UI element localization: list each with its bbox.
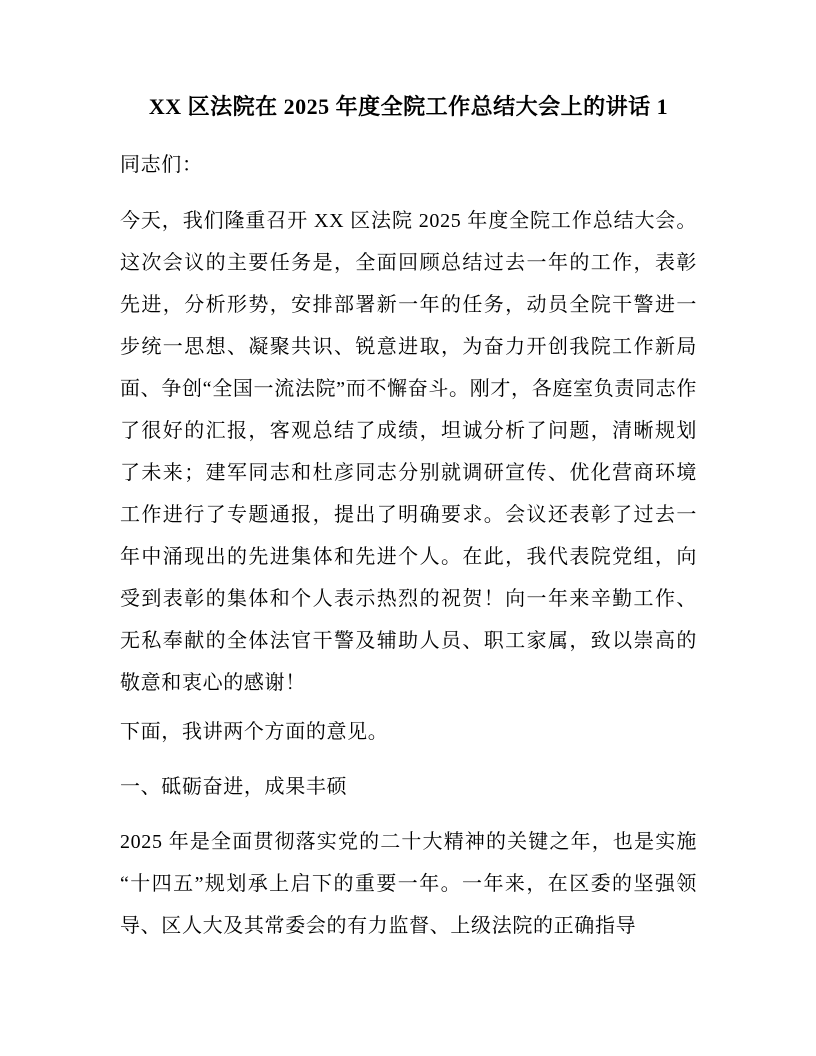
paragraph-salutation: 同志们： [120, 154, 203, 176]
paragraph-section1-body: 2025 年是全面贯彻落实党的二十大精神的关键之年，也是实施“十四五”规划承上启下的重要一年。一年来，在区委的坚强领导、区人大及其常委会的有力监督、上级法院的正确指导 [120, 831, 697, 937]
section-heading-1: 一、砥砺奋进，成果丰硕 [120, 776, 348, 798]
paragraph-transition: 下面，我讲两个方面的意见。 [120, 721, 389, 743]
paragraph-opening: 今天，我们隆重召开 XX 区法院 2025 年度全院工作总结大会。这次会议的主要任务是，全面回顾总结过去一年的工作，表彰先进，分析形势，安排部署新一年的任务，动员全院干警进一步统一思想、凝聚共识、锐意进取，为奋力开创我院工作新局面、争创“全国一流法院”而不懈奋斗。刚才，各庭室负责同志作了很好的汇报，客观总结了成绩，坦诚分析了问题，清晰规划了未来；建军同志和杜彦同志分别就调研宣传、优化营商环境工作进行了专题通报，提出了明确要求。会议还表彰了过去一年中涌现出的先进集体和先进个人。在此，我代表院党组，向受到表彰的集体和个人表示热烈的祝贺！向一年来辛勤工作、无私奉献的全体法官干警及辅助人员、职工家属，致以崇高的敬意和衷心的感谢！ [120, 210, 697, 694]
document-title: XX 区法院在 2025 年度全院工作总结大会上的讲话 1 [148, 94, 669, 119]
